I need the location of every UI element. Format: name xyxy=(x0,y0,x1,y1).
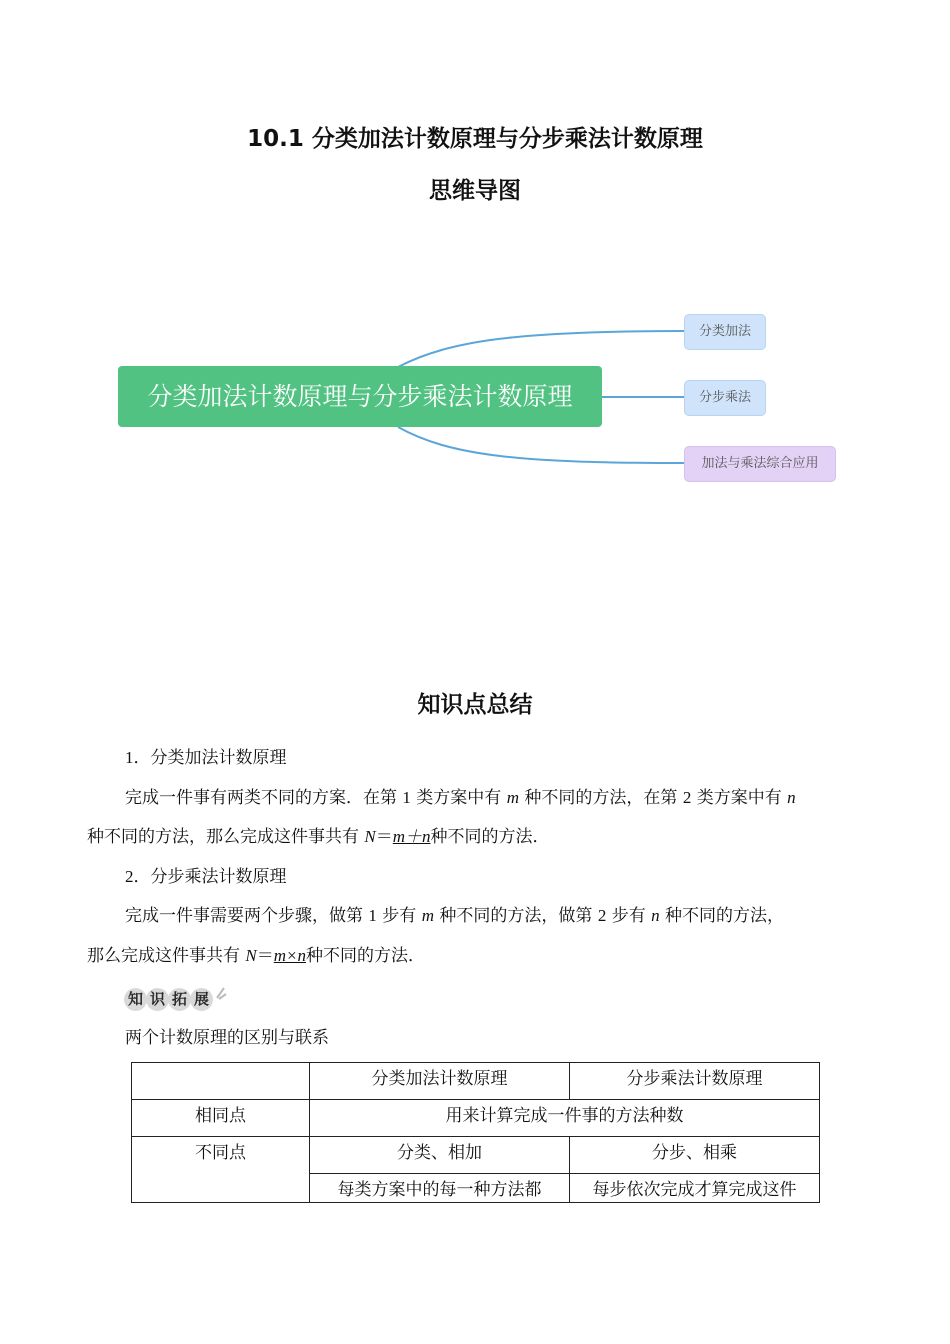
mind-map xyxy=(0,300,950,500)
table-header-cell: 分步乘法计数原理 xyxy=(570,1063,820,1100)
item2-line2: 那么完成这件事共有 N＝m×n种不同的方法． xyxy=(87,946,425,966)
knowledge-extension-badge xyxy=(124,984,227,1014)
badge-char: 知 xyxy=(124,988,147,1011)
table-cell: 分步、相乘 xyxy=(570,1137,820,1174)
page-title: 10.1 分类加法计数原理与分步乘法计数原理 xyxy=(247,126,703,152)
mind-map-root-node: 分类加法计数原理与分步乘法计数原理 xyxy=(118,366,602,427)
table-row xyxy=(132,1137,820,1174)
table-caption: 两个计数原理的区别与联系 xyxy=(125,1028,329,1048)
connector-line-1 xyxy=(398,331,684,367)
item2-line1: 完成一件事需要两个步骤，做第 1 步有 m 种不同的方法，做第 2 步有 n 种不同的方法， xyxy=(125,906,785,926)
item1-line2: 种不同的方法，那么完成这件事共有 N＝m＋n种不同的方法． xyxy=(87,827,550,847)
table-cell: 每类方案中的每一种方法都 xyxy=(310,1174,570,1203)
table-row xyxy=(132,1100,820,1137)
item1-line1: 完成一件事有两类不同的方案．在第 1 类方案中有 m 种不同的方法，在第 2 类方案中有 n xyxy=(125,788,796,808)
table-cell: 每步依次完成才算完成这件 xyxy=(570,1174,820,1203)
item1-heading: 1．分类加法计数原理 xyxy=(125,748,287,768)
answer-product: m×n xyxy=(273,946,306,965)
connector-line-3 xyxy=(398,427,684,463)
table-row-label: 不同点 xyxy=(132,1137,310,1203)
sparkle-icon xyxy=(215,986,227,1000)
mind-map-branch-addition: 分类加法 xyxy=(684,314,766,350)
badge-char: 展 xyxy=(190,988,213,1011)
badge-char: 拓 xyxy=(168,988,191,1011)
item2-heading: 2．分步乘法计数原理 xyxy=(125,867,287,887)
mind-map-branch-combined: 加法与乘法综合应用 xyxy=(684,446,836,482)
table-cell: 分类、相加 xyxy=(310,1137,570,1174)
summary-heading: 知识点总结 xyxy=(417,692,533,718)
table-header-cell: 分类加法计数原理 xyxy=(310,1063,570,1100)
badge-char: 识 xyxy=(146,988,169,1011)
mindmap-heading: 思维导图 xyxy=(429,178,521,204)
mind-map-branch-multiplication: 分步乘法 xyxy=(684,380,766,416)
table-header-cell xyxy=(132,1063,310,1100)
table-row-label: 相同点 xyxy=(132,1100,310,1137)
comparison-table xyxy=(131,1062,820,1203)
answer-sum: m＋n xyxy=(392,827,431,846)
table-row xyxy=(132,1063,820,1100)
table-cell: 用来计算完成一件事的方法种数 xyxy=(310,1100,820,1137)
